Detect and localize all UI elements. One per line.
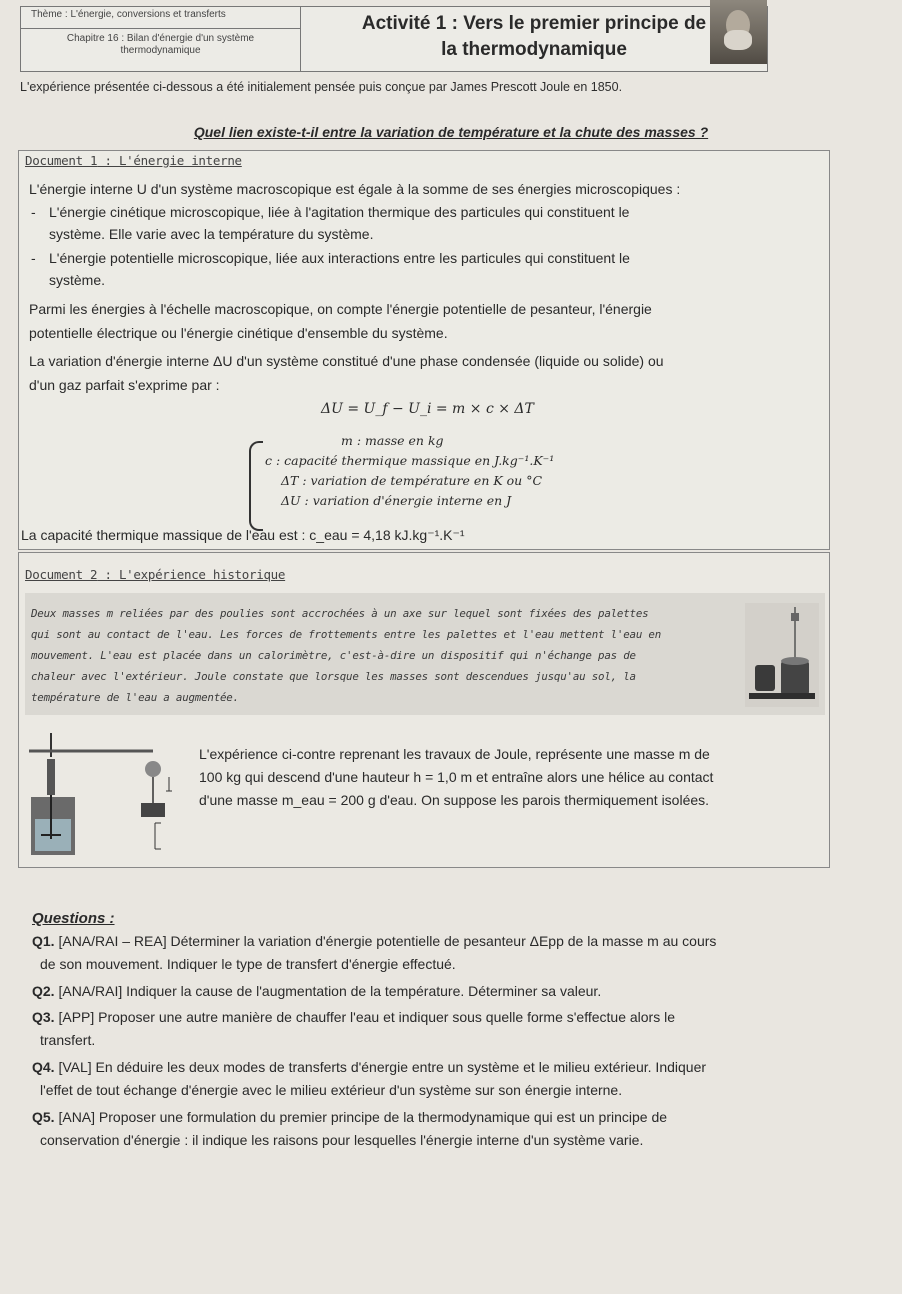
experiment-line: d'une masse m_eau = 200 g d'eau. On suppose les parois thermiquement isolées. [199, 792, 710, 808]
document-1 [18, 150, 830, 550]
question-4 [32, 1056, 862, 1102]
question-1-continuation: de son mouvement. Indiquer le type de transfert d'énergie effectué. [40, 956, 456, 972]
doc1-p3-line1: La variation d'énergie interne ΔU d'un système constitué d'une phase condensée (liquide ou solide) ou [29, 353, 664, 369]
document-2-title [25, 567, 285, 582]
question-1 [32, 930, 862, 976]
legend-temperature: ΔT : variation de température en K ou °C [281, 473, 543, 488]
history-line: chaleur avec l'extérieur. Joule constate que lorsque les masses sont descendues jusqu'au sol, la [31, 670, 636, 683]
doc1-p2-line1: Parmi les énergies à l'échelle macroscopique, on compte l'énergie potentielle de pesanteur, l'énergie [29, 301, 652, 317]
question-3 [32, 1006, 862, 1052]
joule-apparatus-illustration [745, 603, 819, 707]
header-chapter: Chapitre 16 : Bilan d'énergie d'un système thermodynamique [66, 33, 255, 56]
doc1-bullet-2-line1: L'énergie potentielle microscopique, liée aux interactions entre les particules qui constituent le [49, 250, 630, 266]
header-left [21, 7, 301, 71]
document-1-title [25, 153, 242, 168]
joule-experiment-diagram [23, 731, 183, 861]
legend-mass: m : masse en kg [341, 433, 444, 448]
document-2-heading: : L'expérience historique [97, 567, 286, 582]
doc1-p2-line2: potentielle électrique ou l'énergie cinétique d'ensemble du système. [29, 325, 448, 341]
joule-portrait-image [710, 0, 767, 64]
activity-title-line1: Activité 1 : Vers le premier principe de [361, 13, 707, 34]
portrait-beard [724, 30, 752, 50]
question-1-text: [ANA/RAI – REA] Déterminer la variation d'énergie potentielle de pesanteur ΔEpp de la masse m au cours [54, 933, 717, 949]
question-3-text: [APP] Proposer une autre manière de chauffer l'eau et indiquer sous quelle forme s'effectue alors le [54, 1009, 675, 1025]
header-theme: Thème : L'énergie, conversions et transferts [21, 7, 300, 29]
history-line: qui sont au contact de l'eau. Les forces de frottements entre les palettes et l'eau mettent l'eau en [31, 628, 662, 641]
intro-text: L'expérience présentée ci-dessous a été initialement pensée puis conçue par James Prescott Joule en 1850. [20, 80, 623, 94]
document-1-label: Document 1 [25, 153, 98, 168]
doc1-paragraph-2 [29, 297, 652, 345]
legend-energy: ΔU : variation d'énergie interne en J [281, 493, 512, 508]
legend-capacity: c : capacité thermique massique en J.kg⁻¹.K⁻¹ [265, 453, 555, 468]
experiment-description [199, 743, 819, 812]
question-5-continuation: conservation d'énergie : il indique les raisons pour lesquelles l'énergie interne d'un système varie. [40, 1132, 644, 1148]
activity-title [301, 7, 767, 71]
doc1-bullet-1 [31, 201, 630, 245]
questions-heading: Questions : [32, 910, 115, 927]
question-3-continuation: transfert. [40, 1032, 96, 1048]
internal-energy-formula: ΔU = U_f − U_i = m × c × ΔT [321, 401, 534, 417]
bullet-dash: - [31, 204, 36, 220]
legend-brace [249, 441, 263, 531]
history-line: température de l'eau a augmentée. [31, 691, 239, 704]
doc1-paragraph-3 [29, 349, 664, 397]
header-table [20, 6, 768, 72]
question-2-text: [ANA/RAI] Indiquer la cause de l'augmentation de la température. Déterminer sa valeur. [54, 983, 602, 999]
question-2 [32, 980, 862, 1003]
history-line: mouvement. L'eau est placée dans un calorimètre, c'est-à-dire un dispositif qui n'échange pas de [31, 649, 636, 662]
doc1-bullet-1-line1: L'énergie cinétique microscopique, liée à l'agitation thermique des particules qui constituent le [49, 204, 630, 220]
historical-text [31, 603, 741, 708]
question-5-label: Q5. [32, 1109, 55, 1125]
document-1-heading: : L'énergie interne [97, 153, 242, 168]
historical-experiment-box [25, 593, 825, 715]
water-capacity-text: La capacité thermique massique de l'eau est : c_eau = 4,18 kJ.kg⁻¹.K⁻¹ [21, 527, 465, 543]
doc1-paragraph-1: L'énergie interne U d'un système macroscopique est égale à la somme de ses énergies microscopiques : [29, 181, 681, 197]
document-2-label: Document 2 [25, 567, 98, 582]
question-2-label: Q2. [32, 983, 55, 999]
bullet-dash: - [31, 250, 36, 266]
question-3-label: Q3. [32, 1009, 55, 1025]
doc1-bullet-2 [31, 247, 630, 291]
experiment-line: L'expérience ci-contre reprenant les travaux de Joule, représente une masse m de [199, 746, 710, 762]
question-1-label: Q1. [32, 933, 55, 949]
history-line: Deux masses m reliées par des poulies sont accrochées à un axe sur lequel sont fixées des palettes [31, 607, 649, 620]
question-4-text: [VAL] En déduire les deux modes de transferts d'énergie entre un système et le milieu extérieur. Indiquer [54, 1059, 707, 1075]
question-5 [32, 1106, 862, 1152]
doc1-bullet-2-line2: système. [49, 272, 106, 288]
main-question: Quel lien existe-t-il entre la variation de température et la chute des masses ? [193, 124, 709, 140]
question-4-label: Q4. [32, 1059, 55, 1075]
document-2 [18, 552, 830, 868]
doc1-p3-line2: d'un gaz parfait s'exprime par : [29, 377, 220, 393]
activity-title-line2: la thermodynamique [441, 39, 627, 60]
experiment-line: 100 kg qui descend d'une hauteur h = 1,0 m et entraîne alors une hélice au contact [199, 769, 714, 785]
doc1-bullet-1-line2: système. Elle varie avec la température du système. [49, 226, 374, 242]
question-4-continuation: l'effet de tout échange d'énergie avec le milieu extérieur d'un système sur son énergie interne. [40, 1082, 623, 1098]
question-5-text: [ANA] Proposer une formulation du premier principe de la thermodynamique qui est un principe de [54, 1109, 668, 1125]
